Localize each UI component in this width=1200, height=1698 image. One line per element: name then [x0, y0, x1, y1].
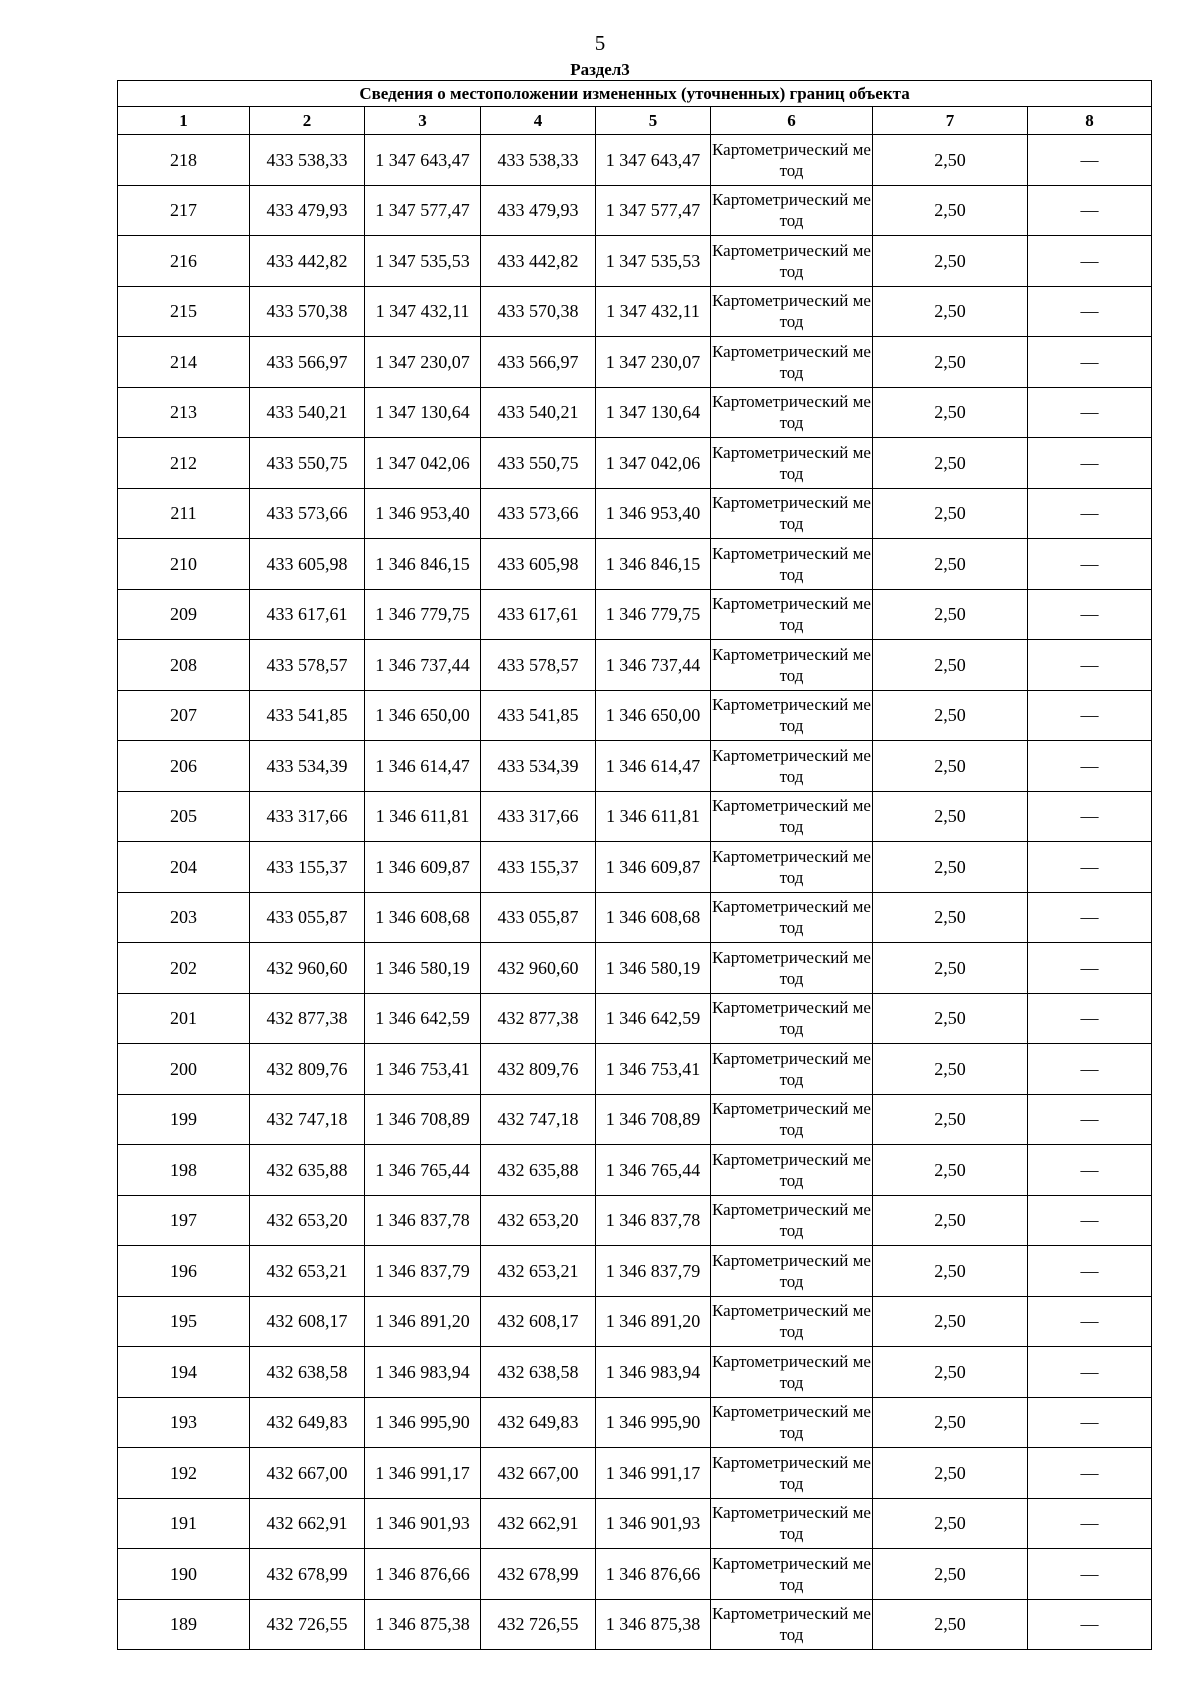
point-number-cell: 214 — [118, 337, 250, 388]
accuracy-cell: 2,50 — [873, 337, 1028, 388]
note-cell: — — [1028, 892, 1152, 943]
note-cell: — — [1028, 1397, 1152, 1448]
accuracy-cell: 2,50 — [873, 1599, 1028, 1650]
table-row — [118, 1599, 1152, 1650]
x-old-cell: 433 055,87 — [250, 892, 365, 943]
accuracy-cell: 2,50 — [873, 1145, 1028, 1196]
method-cell: Картометрический метод — [711, 640, 873, 691]
method-cell: Картометрический метод — [711, 1599, 873, 1650]
accuracy-cell: 2,50 — [873, 741, 1028, 792]
x-old-cell: 432 635,88 — [250, 1145, 365, 1196]
x-old-cell: 432 638,58 — [250, 1347, 365, 1398]
x-old-cell: 433 605,98 — [250, 539, 365, 590]
accuracy-cell: 2,50 — [873, 1246, 1028, 1297]
note-cell: — — [1028, 842, 1152, 893]
x-new-cell: 432 726,55 — [481, 1599, 596, 1650]
table-row — [118, 539, 1152, 590]
y-old-cell: 1 346 779,75 — [365, 589, 481, 640]
table-row — [118, 892, 1152, 943]
method-cell: Картометрический метод — [711, 1498, 873, 1549]
x-new-cell: 433 317,66 — [481, 791, 596, 842]
column-number: 4 — [481, 107, 596, 135]
y-old-cell: 1 346 876,66 — [365, 1549, 481, 1600]
x-old-cell: 432 747,18 — [250, 1094, 365, 1145]
y-old-cell: 1 346 875,38 — [365, 1599, 481, 1650]
method-cell: Картометрический метод — [711, 185, 873, 236]
note-cell: — — [1028, 387, 1152, 438]
y-old-cell: 1 347 042,06 — [365, 438, 481, 489]
table-row — [118, 1246, 1152, 1297]
x-new-cell: 433 479,93 — [481, 185, 596, 236]
y-new-cell: 1 346 846,15 — [596, 539, 711, 590]
x-new-cell: 432 653,21 — [481, 1246, 596, 1297]
y-old-cell: 1 346 891,20 — [365, 1296, 481, 1347]
point-number-cell: 216 — [118, 236, 250, 287]
note-cell: — — [1028, 185, 1152, 236]
x-old-cell: 432 960,60 — [250, 943, 365, 994]
accuracy-cell: 2,50 — [873, 1448, 1028, 1499]
accuracy-cell: 2,50 — [873, 286, 1028, 337]
table-row — [118, 286, 1152, 337]
x-old-cell: 433 317,66 — [250, 791, 365, 842]
accuracy-cell: 2,50 — [873, 1347, 1028, 1398]
point-number-cell: 206 — [118, 741, 250, 792]
section-title: Раздел3 — [570, 60, 630, 79]
method-cell: Картометрический метод — [711, 1549, 873, 1600]
x-old-cell: 432 653,20 — [250, 1195, 365, 1246]
note-cell: — — [1028, 1044, 1152, 1095]
y-new-cell: 1 347 535,53 — [596, 236, 711, 287]
y-new-cell: 1 346 650,00 — [596, 690, 711, 741]
note-cell: — — [1028, 488, 1152, 539]
y-new-cell: 1 346 765,44 — [596, 1145, 711, 1196]
method-cell: Картометрический метод — [711, 387, 873, 438]
note-cell: — — [1028, 1145, 1152, 1196]
method-cell: Картометрический метод — [711, 1347, 873, 1398]
y-old-cell: 1 347 535,53 — [365, 236, 481, 287]
y-new-cell: 1 346 737,44 — [596, 640, 711, 691]
accuracy-cell: 2,50 — [873, 842, 1028, 893]
y-new-cell: 1 347 042,06 — [596, 438, 711, 489]
point-number-cell: 192 — [118, 1448, 250, 1499]
x-new-cell: 433 570,38 — [481, 286, 596, 337]
y-old-cell: 1 346 650,00 — [365, 690, 481, 741]
accuracy-cell: 2,50 — [873, 387, 1028, 438]
table-row — [118, 135, 1152, 186]
method-cell: Картометрический метод — [711, 1145, 873, 1196]
y-new-cell: 1 347 230,07 — [596, 337, 711, 388]
y-new-cell: 1 346 891,20 — [596, 1296, 711, 1347]
table-row — [118, 1397, 1152, 1448]
column-number: 3 — [365, 107, 481, 135]
method-cell: Картометрический метод — [711, 589, 873, 640]
accuracy-cell: 2,50 — [873, 640, 1028, 691]
note-cell: — — [1028, 1246, 1152, 1297]
note-cell: — — [1028, 539, 1152, 590]
accuracy-cell: 2,50 — [873, 438, 1028, 489]
note-cell: — — [1028, 791, 1152, 842]
note-cell: — — [1028, 1296, 1152, 1347]
method-cell: Картометрический метод — [711, 1246, 873, 1297]
table-row — [118, 1498, 1152, 1549]
x-old-cell: 432 667,00 — [250, 1448, 365, 1499]
y-old-cell: 1 346 642,59 — [365, 993, 481, 1044]
x-new-cell: 433 566,97 — [481, 337, 596, 388]
point-number-cell: 196 — [118, 1246, 250, 1297]
x-new-cell: 432 877,38 — [481, 993, 596, 1044]
x-new-cell: 433 617,61 — [481, 589, 596, 640]
y-new-cell: 1 346 708,89 — [596, 1094, 711, 1145]
x-old-cell: 433 541,85 — [250, 690, 365, 741]
coordinates-table — [117, 80, 1152, 1650]
column-number: 2 — [250, 107, 365, 135]
y-old-cell: 1 346 983,94 — [365, 1347, 481, 1398]
x-old-cell: 432 662,91 — [250, 1498, 365, 1549]
accuracy-cell: 2,50 — [873, 690, 1028, 741]
x-new-cell: 433 605,98 — [481, 539, 596, 590]
accuracy-cell: 2,50 — [873, 1296, 1028, 1347]
table-row — [118, 741, 1152, 792]
point-number-cell: 202 — [118, 943, 250, 994]
y-new-cell: 1 346 837,79 — [596, 1246, 711, 1297]
page-number: 5 — [594, 31, 606, 55]
y-old-cell: 1 346 991,17 — [365, 1448, 481, 1499]
point-number-cell: 213 — [118, 387, 250, 438]
note-cell: — — [1028, 1549, 1152, 1600]
y-new-cell: 1 347 432,11 — [596, 286, 711, 337]
note-cell: — — [1028, 1498, 1152, 1549]
table-row — [118, 337, 1152, 388]
accuracy-cell: 2,50 — [873, 135, 1028, 186]
x-new-cell: 432 635,88 — [481, 1145, 596, 1196]
x-new-cell: 433 578,57 — [481, 640, 596, 691]
y-new-cell: 1 346 580,19 — [596, 943, 711, 994]
accuracy-cell: 2,50 — [873, 1498, 1028, 1549]
method-cell: Картометрический метод — [711, 791, 873, 842]
method-cell: Картометрический метод — [711, 1195, 873, 1246]
y-old-cell: 1 346 765,44 — [365, 1145, 481, 1196]
note-cell: — — [1028, 640, 1152, 691]
y-new-cell: 1 347 577,47 — [596, 185, 711, 236]
x-new-cell: 432 678,99 — [481, 1549, 596, 1600]
x-new-cell: 432 638,58 — [481, 1347, 596, 1398]
method-cell: Картометрический метод — [711, 438, 873, 489]
note-cell: — — [1028, 438, 1152, 489]
note-cell: — — [1028, 1347, 1152, 1398]
x-old-cell: 432 809,76 — [250, 1044, 365, 1095]
x-old-cell: 433 442,82 — [250, 236, 365, 287]
y-new-cell: 1 346 983,94 — [596, 1347, 711, 1398]
method-cell: Картометрический метод — [711, 337, 873, 388]
accuracy-cell: 2,50 — [873, 1549, 1028, 1600]
table-row — [118, 1448, 1152, 1499]
note-cell: — — [1028, 337, 1152, 388]
y-old-cell: 1 346 614,47 — [365, 741, 481, 792]
table-row — [118, 1347, 1152, 1398]
point-number-cell: 215 — [118, 286, 250, 337]
point-number-cell: 197 — [118, 1195, 250, 1246]
point-number-cell: 209 — [118, 589, 250, 640]
x-old-cell: 433 617,61 — [250, 589, 365, 640]
y-old-cell: 1 346 837,79 — [365, 1246, 481, 1297]
y-new-cell: 1 347 643,47 — [596, 135, 711, 186]
x-new-cell: 432 960,60 — [481, 943, 596, 994]
x-old-cell: 432 649,83 — [250, 1397, 365, 1448]
x-old-cell: 432 726,55 — [250, 1599, 365, 1650]
point-number-cell: 201 — [118, 993, 250, 1044]
table-row — [118, 1195, 1152, 1246]
accuracy-cell: 2,50 — [873, 943, 1028, 994]
accuracy-cell: 2,50 — [873, 1397, 1028, 1448]
column-number: 5 — [596, 107, 711, 135]
x-old-cell: 433 550,75 — [250, 438, 365, 489]
column-number: 1 — [118, 107, 250, 135]
method-cell: Картометрический метод — [711, 488, 873, 539]
y-old-cell: 1 346 737,44 — [365, 640, 481, 691]
y-old-cell: 1 346 608,68 — [365, 892, 481, 943]
x-new-cell: 432 809,76 — [481, 1044, 596, 1095]
table-row — [118, 1145, 1152, 1196]
y-new-cell: 1 346 608,68 — [596, 892, 711, 943]
accuracy-cell: 2,50 — [873, 539, 1028, 590]
y-old-cell: 1 347 577,47 — [365, 185, 481, 236]
y-old-cell: 1 346 708,89 — [365, 1094, 481, 1145]
table-row — [118, 1296, 1152, 1347]
x-new-cell: 433 573,66 — [481, 488, 596, 539]
y-old-cell: 1 346 611,81 — [365, 791, 481, 842]
point-number-cell: 198 — [118, 1145, 250, 1196]
x-new-cell: 433 055,87 — [481, 892, 596, 943]
y-old-cell: 1 346 580,19 — [365, 943, 481, 994]
accuracy-cell: 2,50 — [873, 488, 1028, 539]
y-old-cell: 1 346 995,90 — [365, 1397, 481, 1448]
table-row — [118, 488, 1152, 539]
y-new-cell: 1 346 995,90 — [596, 1397, 711, 1448]
x-old-cell: 433 578,57 — [250, 640, 365, 691]
y-old-cell: 1 346 953,40 — [365, 488, 481, 539]
method-cell: Картометрический метод — [711, 1296, 873, 1347]
y-new-cell: 1 346 609,87 — [596, 842, 711, 893]
table-row — [118, 1549, 1152, 1600]
column-number: 8 — [1028, 107, 1152, 135]
note-cell: — — [1028, 135, 1152, 186]
y-old-cell: 1 346 901,93 — [365, 1498, 481, 1549]
y-new-cell: 1 346 953,40 — [596, 488, 711, 539]
accuracy-cell: 2,50 — [873, 993, 1028, 1044]
y-old-cell: 1 346 753,41 — [365, 1044, 481, 1095]
method-cell: Картометрический метод — [711, 1094, 873, 1145]
method-cell: Картометрический метод — [711, 286, 873, 337]
x-old-cell: 432 653,21 — [250, 1246, 365, 1297]
x-new-cell: 432 608,17 — [481, 1296, 596, 1347]
x-old-cell: 432 608,17 — [250, 1296, 365, 1347]
point-number-cell: 211 — [118, 488, 250, 539]
column-number-row — [118, 107, 1152, 135]
x-old-cell: 433 570,38 — [250, 286, 365, 337]
point-number-cell: 218 — [118, 135, 250, 186]
y-old-cell: 1 347 130,64 — [365, 387, 481, 438]
x-old-cell: 432 877,38 — [250, 993, 365, 1044]
table-row — [118, 185, 1152, 236]
table-body — [118, 135, 1152, 1650]
note-cell: — — [1028, 943, 1152, 994]
x-old-cell: 433 566,97 — [250, 337, 365, 388]
table-row — [118, 589, 1152, 640]
y-new-cell: 1 346 837,78 — [596, 1195, 711, 1246]
note-cell: — — [1028, 1094, 1152, 1145]
x-new-cell: 432 653,20 — [481, 1195, 596, 1246]
point-number-cell: 199 — [118, 1094, 250, 1145]
x-new-cell: 432 649,83 — [481, 1397, 596, 1448]
y-new-cell: 1 346 876,66 — [596, 1549, 711, 1600]
x-new-cell: 432 667,00 — [481, 1448, 596, 1499]
note-cell: — — [1028, 1195, 1152, 1246]
table-row — [118, 791, 1152, 842]
accuracy-cell: 2,50 — [873, 185, 1028, 236]
table-caption: Сведения о местоположении измененных (уточненных) границ объекта — [118, 81, 1152, 107]
point-number-cell: 217 — [118, 185, 250, 236]
accuracy-cell: 2,50 — [873, 1044, 1028, 1095]
y-new-cell: 1 346 753,41 — [596, 1044, 711, 1095]
y-new-cell: 1 346 875,38 — [596, 1599, 711, 1650]
x-new-cell: 432 747,18 — [481, 1094, 596, 1145]
column-number: 6 — [711, 107, 873, 135]
note-cell: — — [1028, 1599, 1152, 1650]
y-new-cell: 1 346 614,47 — [596, 741, 711, 792]
table-row — [118, 943, 1152, 994]
point-number-cell: 190 — [118, 1549, 250, 1600]
y-new-cell: 1 347 130,64 — [596, 387, 711, 438]
table-row — [118, 690, 1152, 741]
x-new-cell: 433 540,21 — [481, 387, 596, 438]
point-number-cell: 204 — [118, 842, 250, 893]
accuracy-cell: 2,50 — [873, 1094, 1028, 1145]
x-new-cell: 433 155,37 — [481, 842, 596, 893]
table-row — [118, 236, 1152, 287]
note-cell: — — [1028, 741, 1152, 792]
x-new-cell: 433 541,85 — [481, 690, 596, 741]
point-number-cell: 207 — [118, 690, 250, 741]
note-cell: — — [1028, 236, 1152, 287]
y-new-cell: 1 346 611,81 — [596, 791, 711, 842]
x-new-cell: 432 662,91 — [481, 1498, 596, 1549]
point-number-cell: 208 — [118, 640, 250, 691]
point-number-cell: 193 — [118, 1397, 250, 1448]
table-row — [118, 387, 1152, 438]
accuracy-cell: 2,50 — [873, 589, 1028, 640]
y-new-cell: 1 346 901,93 — [596, 1498, 711, 1549]
method-cell: Картометрический метод — [711, 741, 873, 792]
point-number-cell: 195 — [118, 1296, 250, 1347]
method-cell: Картометрический метод — [711, 993, 873, 1044]
y-new-cell: 1 346 779,75 — [596, 589, 711, 640]
accuracy-cell: 2,50 — [873, 1195, 1028, 1246]
method-cell: Картометрический метод — [711, 236, 873, 287]
method-cell: Картометрический метод — [711, 1397, 873, 1448]
method-cell: Картометрический метод — [711, 135, 873, 186]
note-cell: — — [1028, 690, 1152, 741]
column-number: 7 — [873, 107, 1028, 135]
y-new-cell: 1 346 991,17 — [596, 1448, 711, 1499]
accuracy-cell: 2,50 — [873, 892, 1028, 943]
point-number-cell: 205 — [118, 791, 250, 842]
y-old-cell: 1 347 230,07 — [365, 337, 481, 388]
table-row — [118, 993, 1152, 1044]
method-cell: Картометрический метод — [711, 690, 873, 741]
note-cell: — — [1028, 286, 1152, 337]
table-row — [118, 438, 1152, 489]
note-cell: — — [1028, 589, 1152, 640]
point-number-cell: 210 — [118, 539, 250, 590]
x-new-cell: 433 538,33 — [481, 135, 596, 186]
table-row — [118, 640, 1152, 691]
x-new-cell: 433 442,82 — [481, 236, 596, 287]
note-cell: — — [1028, 1448, 1152, 1499]
method-cell: Картометрический метод — [711, 892, 873, 943]
x-old-cell: 433 540,21 — [250, 387, 365, 438]
method-cell: Картометрический метод — [711, 539, 873, 590]
method-cell: Картометрический метод — [711, 1448, 873, 1499]
point-number-cell: 191 — [118, 1498, 250, 1549]
y-old-cell: 1 347 643,47 — [365, 135, 481, 186]
note-cell: — — [1028, 993, 1152, 1044]
y-old-cell: 1 346 609,87 — [365, 842, 481, 893]
x-new-cell: 433 534,39 — [481, 741, 596, 792]
method-cell: Картометрический метод — [711, 943, 873, 994]
point-number-cell: 189 — [118, 1599, 250, 1650]
point-number-cell: 194 — [118, 1347, 250, 1398]
x-old-cell: 433 155,37 — [250, 842, 365, 893]
point-number-cell: 200 — [118, 1044, 250, 1095]
x-old-cell: 433 479,93 — [250, 185, 365, 236]
point-number-cell: 212 — [118, 438, 250, 489]
method-cell: Картометрический метод — [711, 1044, 873, 1095]
x-new-cell: 433 550,75 — [481, 438, 596, 489]
x-old-cell: 433 534,39 — [250, 741, 365, 792]
y-new-cell: 1 346 642,59 — [596, 993, 711, 1044]
table-row — [118, 842, 1152, 893]
table-row — [118, 1094, 1152, 1145]
y-old-cell: 1 347 432,11 — [365, 286, 481, 337]
accuracy-cell: 2,50 — [873, 236, 1028, 287]
x-old-cell: 433 538,33 — [250, 135, 365, 186]
x-old-cell: 432 678,99 — [250, 1549, 365, 1600]
method-cell: Картометрический метод — [711, 842, 873, 893]
accuracy-cell: 2,50 — [873, 791, 1028, 842]
point-number-cell: 203 — [118, 892, 250, 943]
y-old-cell: 1 346 846,15 — [365, 539, 481, 590]
x-old-cell: 433 573,66 — [250, 488, 365, 539]
y-old-cell: 1 346 837,78 — [365, 1195, 481, 1246]
table-row — [118, 1044, 1152, 1095]
